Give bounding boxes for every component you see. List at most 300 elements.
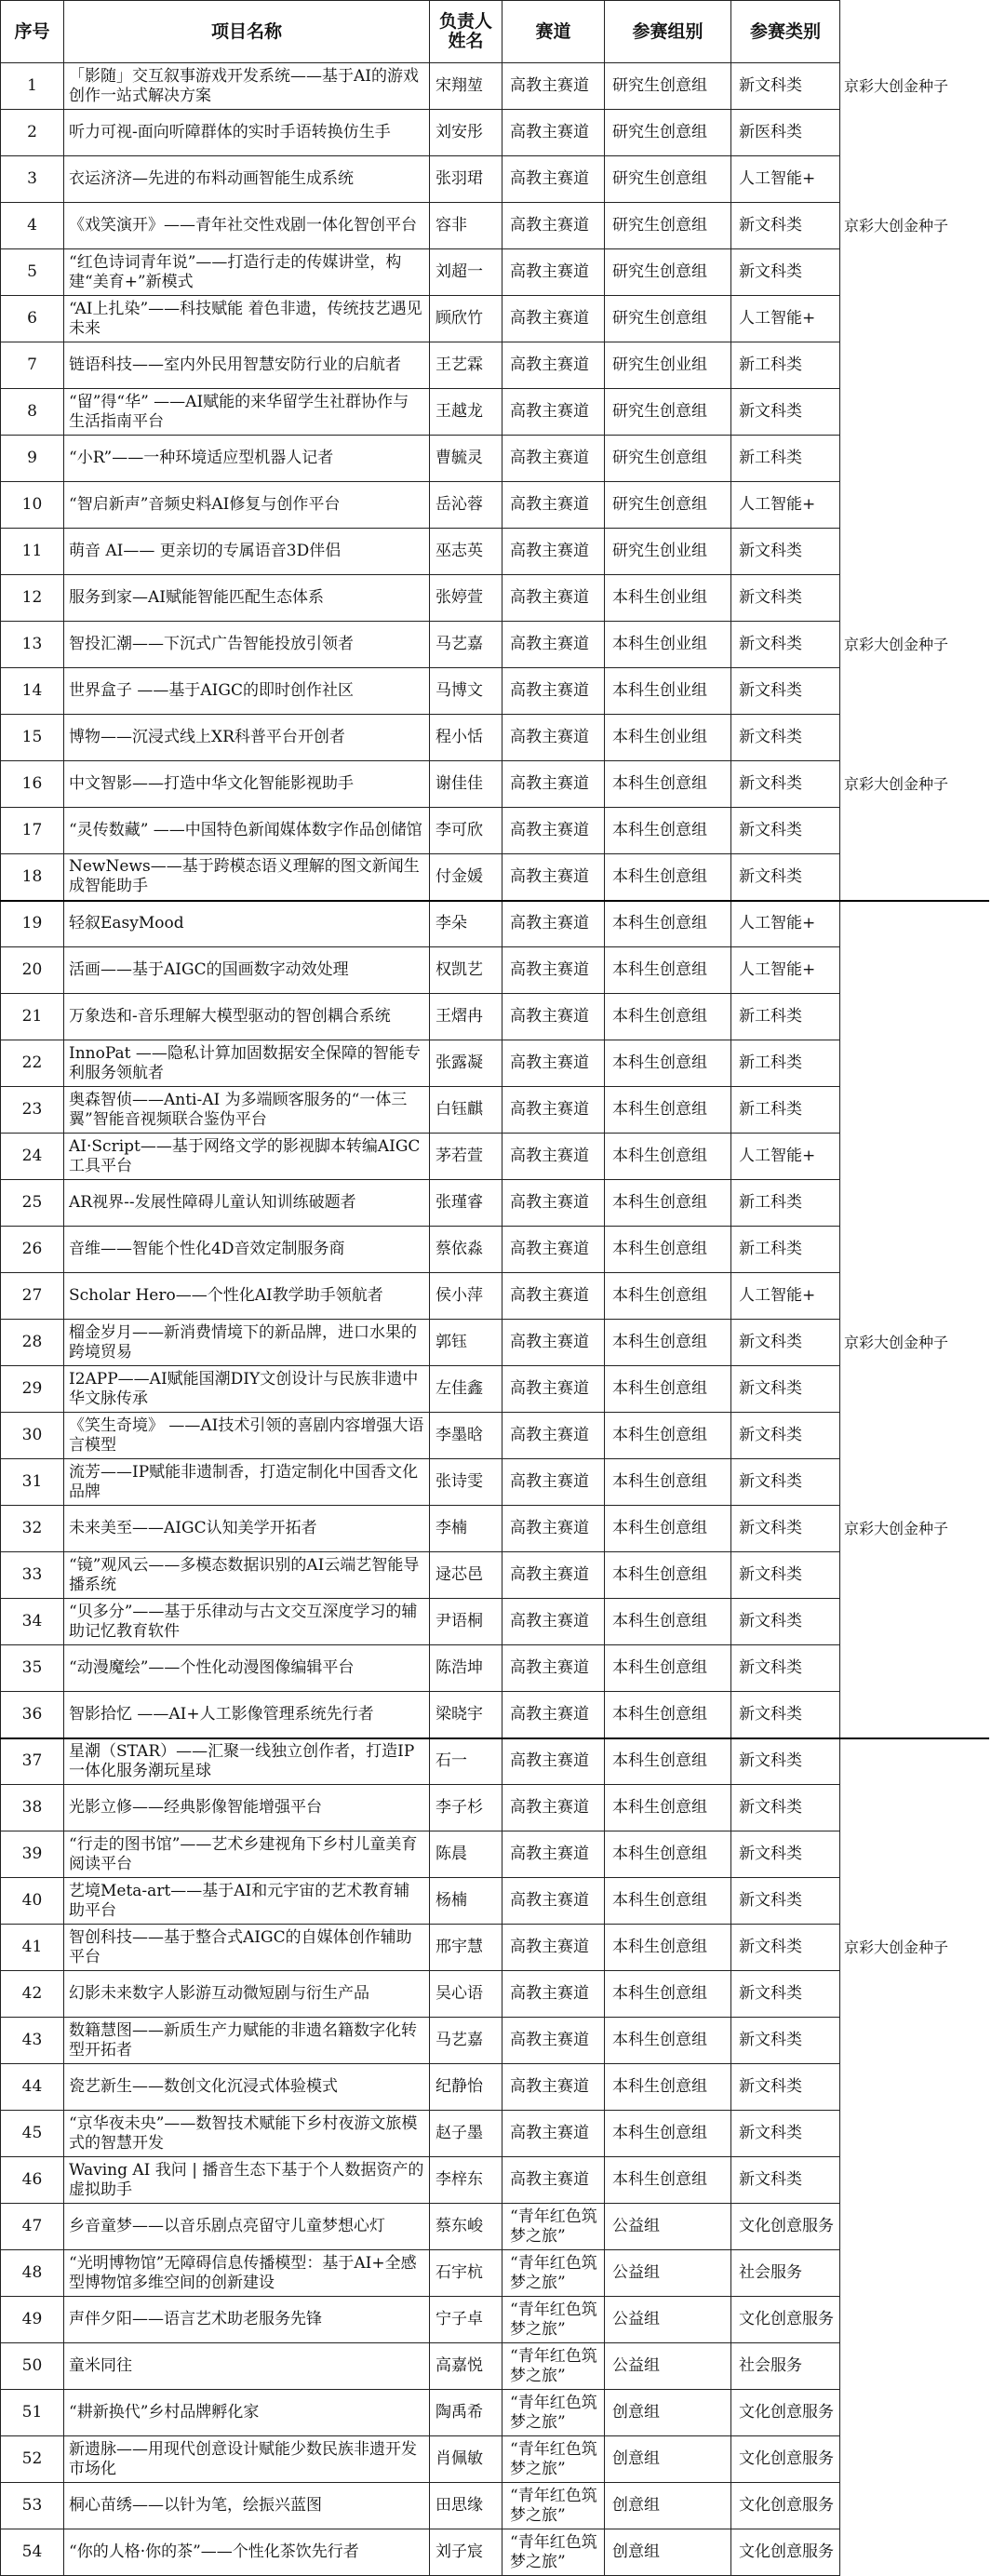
row-number: 4 — [1, 203, 64, 249]
contest-category: 新文科类 — [731, 2157, 840, 2204]
contest-category: 新文科类 — [731, 1878, 840, 1925]
contest-group: 本科生创意组 — [605, 1506, 731, 1552]
contest-group: 本科生创意组 — [605, 1134, 731, 1180]
owner-name: 肖佩敏 — [430, 2436, 502, 2483]
contest-category: 新工科类 — [731, 1040, 840, 1087]
owner-name: 杨楠 — [430, 1878, 502, 1925]
contest-group: 公益组 — [605, 2250, 731, 2297]
project-name: 童米同往 — [64, 2343, 430, 2390]
track: 高教主赛道 — [502, 1831, 605, 1878]
track: 高教主赛道 — [502, 342, 605, 389]
table-row — [1, 2297, 989, 2343]
track: “青年红色筑梦之旅” — [502, 2250, 605, 2297]
row-number: 48 — [1, 2250, 64, 2297]
header-row — [1, 1, 989, 63]
track: 高教主赛道 — [502, 1227, 605, 1273]
contest-group: 本科生创业组 — [605, 622, 731, 668]
project-name: 中文智影——打造中华文化智能影视助手 — [64, 761, 430, 808]
row-number: 51 — [1, 2390, 64, 2436]
track: 高教主赛道 — [502, 1506, 605, 1552]
contest-category: 新文科类 — [731, 1738, 840, 1785]
award-note: 京彩大创金种子 — [840, 761, 989, 808]
row-number: 5 — [1, 249, 64, 296]
project-name: 奥森智侦——Anti-AI 为多端顾客服务的“一体三翼”智能音视频联合鉴伪平台 — [64, 1087, 430, 1134]
track: 高教主赛道 — [502, 994, 605, 1040]
contest-category: 新文科类 — [731, 1459, 840, 1506]
table-row — [1, 110, 989, 156]
track: 高教主赛道 — [502, 854, 605, 901]
contest-category: 文化创意服务 — [731, 2529, 840, 2576]
project-name: “AI上扎染”——科技赋能 着色非遗，传统技艺遇见未来 — [64, 296, 430, 342]
owner-name: 逯芯邑 — [430, 1552, 502, 1599]
contest-category: 新工科类 — [731, 1180, 840, 1227]
contest-group: 本科生创意组 — [605, 1552, 731, 1599]
table-row — [1, 2390, 989, 2436]
owner-name: 石宇杭 — [430, 2250, 502, 2297]
owner-name: 郭钰 — [430, 1320, 502, 1366]
track: 高教主赛道 — [502, 1413, 605, 1459]
table-row — [1, 1040, 989, 1087]
contest-category: 文化创意服务 — [731, 2483, 840, 2529]
contest-group: 本科生创意组 — [605, 2064, 731, 2111]
table-row — [1, 2204, 989, 2250]
contest-group: 本科生创意组 — [605, 901, 731, 947]
track: 高教主赛道 — [502, 1878, 605, 1925]
contest-group: 研究生创意组 — [605, 249, 731, 296]
table-row — [1, 1645, 989, 1692]
row-number: 41 — [1, 1925, 64, 1971]
table-row — [1, 575, 989, 622]
contest-category: 新文科类 — [731, 1599, 840, 1645]
award-note — [840, 854, 989, 901]
award-note — [840, 2250, 989, 2297]
contest-group: 本科生创意组 — [605, 1738, 731, 1785]
table-row — [1, 436, 989, 482]
owner-name: 张诗雯 — [430, 1459, 502, 1506]
award-note — [840, 249, 989, 296]
award-note — [840, 2529, 989, 2576]
owner-name: 陶禹希 — [430, 2390, 502, 2436]
award-note — [840, 2157, 989, 2204]
owner-name: 刘安彤 — [430, 110, 502, 156]
owner-name: 李朵 — [430, 901, 502, 947]
contest-group: 创意组 — [605, 2529, 731, 2576]
owner-name: 梁晓宇 — [430, 1692, 502, 1738]
award-note — [840, 947, 989, 994]
award-note — [840, 1552, 989, 1599]
award-note — [840, 994, 989, 1040]
owner-name: 蔡东峻 — [430, 2204, 502, 2250]
contest-category: 新文科类 — [731, 1506, 840, 1552]
contest-category: 人工智能+ — [731, 1273, 840, 1320]
contest-group: 本科生创意组 — [605, 808, 731, 854]
award-note — [840, 1180, 989, 1227]
project-name: 萌音 AI—— 更亲切的专属语音3D伴侣 — [64, 529, 430, 575]
contest-category: 新文科类 — [731, 1366, 840, 1413]
row-number: 6 — [1, 296, 64, 342]
track: “青年红色筑梦之旅” — [502, 2436, 605, 2483]
track: 高教主赛道 — [502, 1552, 605, 1599]
owner-name: 王越龙 — [430, 389, 502, 436]
track: 高教主赛道 — [502, 808, 605, 854]
track: 高教主赛道 — [502, 1738, 605, 1785]
table-row — [1, 1320, 989, 1366]
contest-category: 新工科类 — [731, 342, 840, 389]
row-number: 43 — [1, 2018, 64, 2064]
track: 高教主赛道 — [502, 156, 605, 203]
contest-group: 创意组 — [605, 2483, 731, 2529]
row-number: 13 — [1, 622, 64, 668]
contest-category: 新文科类 — [731, 1831, 840, 1878]
contest-group: 研究生创意组 — [605, 203, 731, 249]
table-row — [1, 715, 989, 761]
project-name: “镜”观风云——多模态数据识别的AI云端艺智能导播系统 — [64, 1552, 430, 1599]
row-number: 50 — [1, 2343, 64, 2390]
track: 高教主赛道 — [502, 1320, 605, 1366]
table-row — [1, 947, 989, 994]
contest-category: 新文科类 — [731, 529, 840, 575]
header-track: 赛道 — [502, 1, 605, 63]
award-note — [840, 1738, 989, 1785]
award-note: 京彩大创金种子 — [840, 622, 989, 668]
table-row — [1, 1273, 989, 1320]
track: 高教主赛道 — [502, 63, 605, 110]
owner-name: 王熠冉 — [430, 994, 502, 1040]
owner-name: 巫志英 — [430, 529, 502, 575]
award-note — [840, 1692, 989, 1738]
row-number: 18 — [1, 854, 64, 901]
contest-group: 本科生创业组 — [605, 575, 731, 622]
contest-category: 新文科类 — [731, 854, 840, 901]
contest-category: 新工科类 — [731, 1087, 840, 1134]
contest-group: 创意组 — [605, 2390, 731, 2436]
owner-name: 李梓东 — [430, 2157, 502, 2204]
track: 高教主赛道 — [502, 296, 605, 342]
owner-name: 付金媛 — [430, 854, 502, 901]
table-row — [1, 622, 989, 668]
owner-name: 王艺霖 — [430, 342, 502, 389]
track: 高教主赛道 — [502, 1366, 605, 1413]
row-number: 11 — [1, 529, 64, 575]
project-name: InnoPat ——隐私计算加固数据安全保障的智能专利服务领航者 — [64, 1040, 430, 1087]
row-number: 23 — [1, 1087, 64, 1134]
owner-name: 尹语桐 — [430, 1599, 502, 1645]
contest-category: 社会服务 — [731, 2343, 840, 2390]
table-row — [1, 389, 989, 436]
project-name: 星潮（STAR）——汇聚一线独立创作者，打造IP一体化服务潮玩星球 — [64, 1738, 430, 1785]
award-note — [840, 1087, 989, 1134]
award-note — [840, 2343, 989, 2390]
row-number: 38 — [1, 1785, 64, 1831]
project-name: 瓷艺新生——数创文化沉浸式体验模式 — [64, 2064, 430, 2111]
track: 高教主赛道 — [502, 249, 605, 296]
project-name: AR视界--发展性障碍儿童认知训练破题者 — [64, 1180, 430, 1227]
owner-name: 吴心语 — [430, 1971, 502, 2018]
project-name: “你的人格·你的茶”——个性化茶饮先行者 — [64, 2529, 430, 2576]
award-note — [840, 575, 989, 622]
table-row — [1, 994, 989, 1040]
track: 高教主赛道 — [502, 1599, 605, 1645]
award-note — [840, 1831, 989, 1878]
award-note — [840, 482, 989, 529]
track: 高教主赛道 — [502, 761, 605, 808]
row-number: 45 — [1, 2111, 64, 2157]
award-note — [840, 901, 989, 947]
table-row — [1, 1971, 989, 2018]
owner-name: 纪静怡 — [430, 2064, 502, 2111]
project-name: 榴金岁月——新消费情境下的新品牌，进口水果的跨境贸易 — [64, 1320, 430, 1366]
contest-category: 新工科类 — [731, 1227, 840, 1273]
owner-name: 邢宇慧 — [430, 1925, 502, 1971]
project-name: 艺境Meta-art——基于AI和元宇宙的艺术教育辅助平台 — [64, 1878, 430, 1925]
award-note: 京彩大创金种子 — [840, 63, 989, 110]
project-name: “行走的图书馆”——艺术乡建视角下乡村儿童美育阅读平台 — [64, 1831, 430, 1878]
award-note — [840, 1040, 989, 1087]
row-number: 25 — [1, 1180, 64, 1227]
contest-group: 研究生创意组 — [605, 110, 731, 156]
project-name: 活画——基于AIGC的国画数字动效处理 — [64, 947, 430, 994]
award-note — [840, 1878, 989, 1925]
owner-name: 侯小萍 — [430, 1273, 502, 1320]
contest-category: 人工智能+ — [731, 296, 840, 342]
contest-group: 本科生创意组 — [605, 1087, 731, 1134]
contest-category: 文化创意服务 — [731, 2436, 840, 2483]
row-number: 39 — [1, 1831, 64, 1878]
project-name: 数籍慧图——新质生产力赋能的非遗名籍数字化转型开拓者 — [64, 2018, 430, 2064]
project-name: 《戏笑演开》——青年社交性戏剧一体化智创平台 — [64, 203, 430, 249]
track: 高教主赛道 — [502, 529, 605, 575]
award-note — [840, 808, 989, 854]
row-number: 42 — [1, 1971, 64, 2018]
project-name: 智影拾忆 ——AI+人工影像管理系统先行者 — [64, 1692, 430, 1738]
table-row — [1, 342, 989, 389]
row-number: 14 — [1, 668, 64, 715]
project-name: AI·Script——基于网络文学的影视脚本转编AIGC工具平台 — [64, 1134, 430, 1180]
award-note — [840, 1599, 989, 1645]
project-name: 《笑生奇境》 ——AI技术引领的喜剧内容增强大语言模型 — [64, 1413, 430, 1459]
award-note — [840, 1273, 989, 1320]
table-row — [1, 1506, 989, 1552]
owner-name: 马艺嘉 — [430, 622, 502, 668]
owner-name: 田思缘 — [430, 2483, 502, 2529]
contest-category: 新工科类 — [731, 994, 840, 1040]
contest-group: 研究生创意组 — [605, 296, 731, 342]
table-row — [1, 901, 989, 947]
contest-category: 文化创意服务 — [731, 2390, 840, 2436]
contest-category: 新文科类 — [731, 389, 840, 436]
track: 高教主赛道 — [502, 901, 605, 947]
track: 高教主赛道 — [502, 1040, 605, 1087]
contest-category: 新文科类 — [731, 2064, 840, 2111]
row-number: 3 — [1, 156, 64, 203]
track: 高教主赛道 — [502, 1785, 605, 1831]
contest-group: 本科生创意组 — [605, 1645, 731, 1692]
row-number: 52 — [1, 2436, 64, 2483]
contest-group: 本科生创意组 — [605, 2018, 731, 2064]
contest-group: 公益组 — [605, 2297, 731, 2343]
owner-name: 宋翔堃 — [430, 63, 502, 110]
contest-category: 人工智能+ — [731, 156, 840, 203]
contest-group: 本科生创意组 — [605, 2157, 731, 2204]
owner-name: 容非 — [430, 203, 502, 249]
contest-group: 本科生创意组 — [605, 1413, 731, 1459]
table-row — [1, 1925, 989, 1971]
row-number: 24 — [1, 1134, 64, 1180]
contest-category: 新文科类 — [731, 249, 840, 296]
award-note — [840, 2111, 989, 2157]
award-note: 京彩大创金种子 — [840, 203, 989, 249]
project-name: “京华夜未央”——数智技术赋能下乡村夜游文旅模式的智慧开发 — [64, 2111, 430, 2157]
contest-group: 本科生创意组 — [605, 947, 731, 994]
owner-name: 张羽珺 — [430, 156, 502, 203]
row-number: 33 — [1, 1552, 64, 1599]
project-name: 桐心苗绣——以针为笔，绘振兴蓝图 — [64, 2483, 430, 2529]
table-row — [1, 668, 989, 715]
table-row — [1, 808, 989, 854]
contest-category: 新文科类 — [731, 761, 840, 808]
contest-category: 文化创意服务 — [731, 2204, 840, 2250]
project-name: 轻叙EasyMood — [64, 901, 430, 947]
row-number: 1 — [1, 63, 64, 110]
project-name: 未来美至——AIGC认知美学开拓者 — [64, 1506, 430, 1552]
row-number: 28 — [1, 1320, 64, 1366]
award-note — [840, 1971, 989, 2018]
award-note — [840, 2436, 989, 2483]
track: 高教主赛道 — [502, 1925, 605, 1971]
award-note — [840, 1366, 989, 1413]
owner-name: 刘超一 — [430, 249, 502, 296]
contest-category: 文化创意服务 — [731, 2297, 840, 2343]
track: 高教主赛道 — [502, 482, 605, 529]
contest-category: 新文科类 — [731, 575, 840, 622]
track: 高教主赛道 — [502, 1692, 605, 1738]
table-row — [1, 1366, 989, 1413]
project-name: 音维——智能个性化4D音效定制服务商 — [64, 1227, 430, 1273]
project-name: “动漫魔绘”——个性化动漫图像编辑平台 — [64, 1645, 430, 1692]
project-name: “智启新声”音频史料AI修复与创作平台 — [64, 482, 430, 529]
table-row — [1, 1785, 989, 1831]
project-name: “耕新换代”乡村品牌孵化家 — [64, 2390, 430, 2436]
award-note — [840, 2018, 989, 2064]
award-note — [840, 156, 989, 203]
contest-group: 研究生创业组 — [605, 529, 731, 575]
contest-group: 公益组 — [605, 2343, 731, 2390]
track: “青年红色筑梦之旅” — [502, 2390, 605, 2436]
row-number: 46 — [1, 2157, 64, 2204]
project-name: Waving AI 我问 | 播音生态下基于个人数据资产的虚拟助手 — [64, 2157, 430, 2204]
header-category: 参赛类别 — [731, 1, 840, 63]
row-number: 34 — [1, 1599, 64, 1645]
track: 高教主赛道 — [502, 203, 605, 249]
row-number: 8 — [1, 389, 64, 436]
contest-category: 新文科类 — [731, 1925, 840, 1971]
row-number: 27 — [1, 1273, 64, 1320]
project-name: NewNews——基于跨模态语义理解的图文新闻生成智能助手 — [64, 854, 430, 901]
table-row — [1, 1552, 989, 1599]
award-note — [840, 342, 989, 389]
table-row — [1, 2111, 989, 2157]
table-row — [1, 1878, 989, 1925]
project-name: 乡音童梦——以音乐剧点亮留守儿童梦想心灯 — [64, 2204, 430, 2250]
contest-category: 人工智能+ — [731, 947, 840, 994]
owner-name: 张婷萱 — [430, 575, 502, 622]
row-number: 49 — [1, 2297, 64, 2343]
row-number: 36 — [1, 1692, 64, 1738]
owner-name: 马艺嘉 — [430, 2018, 502, 2064]
contest-group: 本科生创意组 — [605, 1459, 731, 1506]
contest-category: 新文科类 — [731, 2018, 840, 2064]
contest-group: 研究生创意组 — [605, 482, 731, 529]
contest-category: 新文科类 — [731, 808, 840, 854]
owner-name: 陈晨 — [430, 1831, 502, 1878]
contest-category: 新文科类 — [731, 622, 840, 668]
project-name: I2APP——AI赋能国潮DIY文创设计与民族非遗中华文脉传承 — [64, 1366, 430, 1413]
table-row — [1, 2529, 989, 2576]
owner-name: 张露凝 — [430, 1040, 502, 1087]
award-note — [840, 1134, 989, 1180]
row-number: 22 — [1, 1040, 64, 1087]
project-name: 智投汇潮——下沉式广告智能投放引领者 — [64, 622, 430, 668]
project-name: “灵传数藏” ——中国特色新闻媒体数字作品创储馆 — [64, 808, 430, 854]
track: “青年红色筑梦之旅” — [502, 2343, 605, 2390]
project-name: “光明博物馆”无障碍信息传播模型：基于AI+全感型博物馆多维空间的创新建设 — [64, 2250, 430, 2297]
table-row — [1, 2436, 989, 2483]
row-number: 12 — [1, 575, 64, 622]
table-row — [1, 761, 989, 808]
contest-category: 新文科类 — [731, 1971, 840, 2018]
owner-name: 左佳鑫 — [430, 1366, 502, 1413]
contest-category: 新文科类 — [731, 1552, 840, 1599]
project-name: “贝多分”——基于乐律动与古文交互深度学习的辅助记忆教育软件 — [64, 1599, 430, 1645]
contest-group: 本科生创意组 — [605, 1599, 731, 1645]
project-name: 光影立修——经典影像智能增强平台 — [64, 1785, 430, 1831]
project-name: “留”得“华” ——AI赋能的来华留学生社群协作与生活指南平台 — [64, 389, 430, 436]
project-name: 智创科技——基于整合式AIGC的自媒体创作辅助平台 — [64, 1925, 430, 1971]
track: 高教主赛道 — [502, 2018, 605, 2064]
award-note — [840, 1459, 989, 1506]
row-number: 29 — [1, 1366, 64, 1413]
contest-group: 本科生创意组 — [605, 1227, 731, 1273]
project-name: 服务到家—AI赋能智能匹配生态体系 — [64, 575, 430, 622]
track: “青年红色筑梦之旅” — [502, 2483, 605, 2529]
contest-group: 本科生创意组 — [605, 994, 731, 1040]
track: “青年红色筑梦之旅” — [502, 2297, 605, 2343]
table-row — [1, 1599, 989, 1645]
contest-group: 本科生创意组 — [605, 854, 731, 901]
project-name: 听力可视-面向听障群体的实时手语转换仿生手 — [64, 110, 430, 156]
project-name: 流芳——IP赋能非遗制香，打造定制化中国香文化品牌 — [64, 1459, 430, 1506]
table-row — [1, 1134, 989, 1180]
award-note — [840, 2204, 989, 2250]
track: 高教主赛道 — [502, 1180, 605, 1227]
table-row — [1, 2064, 989, 2111]
award-note — [840, 1227, 989, 1273]
row-number: 44 — [1, 2064, 64, 2111]
award-note — [840, 2390, 989, 2436]
table-row — [1, 1831, 989, 1878]
contest-category: 新文科类 — [731, 1413, 840, 1459]
contest-group: 本科生创意组 — [605, 1925, 731, 1971]
contest-category: 人工智能+ — [731, 1134, 840, 1180]
track: 高教主赛道 — [502, 1459, 605, 1506]
header-no: 序号 — [1, 1, 64, 63]
track: 高教主赛道 — [502, 1134, 605, 1180]
contest-category: 人工智能+ — [731, 482, 840, 529]
contest-group: 本科生创意组 — [605, 1040, 731, 1087]
row-number: 26 — [1, 1227, 64, 1273]
row-number: 2 — [1, 110, 64, 156]
owner-name: 刘子宸 — [430, 2529, 502, 2576]
